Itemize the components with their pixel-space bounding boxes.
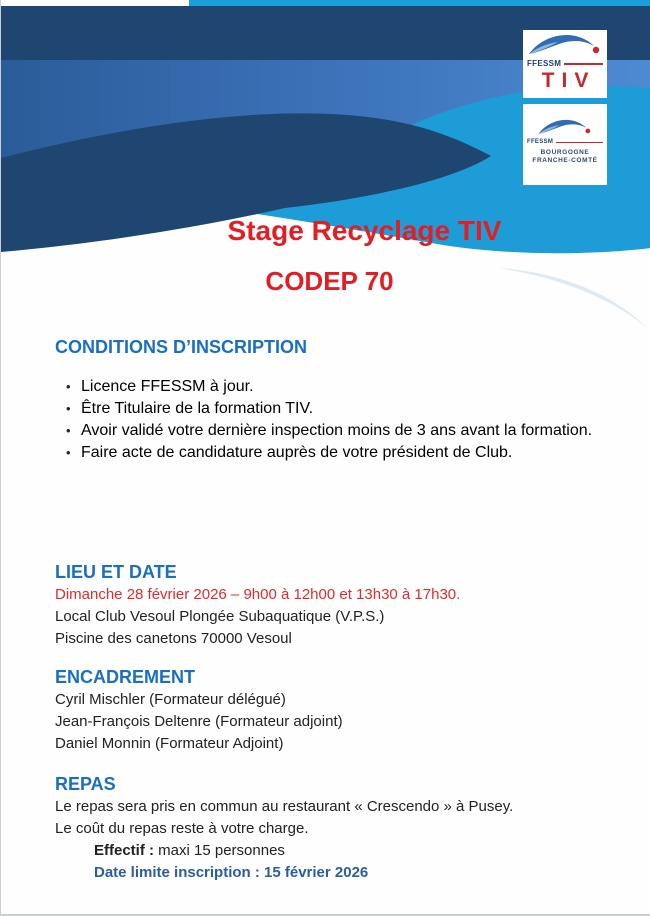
bullet-text: Avoir validé votre dernière inspection moins de 3 ans avant la formation. — [81, 422, 593, 439]
bullet-icon: • — [66, 379, 71, 394]
trainer-line: Jean-François Deltenre (Formateur adjoint) — [55, 713, 343, 730]
effectif-value: maxi 15 personnes — [154, 842, 285, 859]
region-line-2: FRANCHE-COMTÉ — [532, 157, 598, 164]
logo-red-dot — [585, 129, 590, 134]
section-lieu-et-date — [55, 562, 610, 650]
bullet-icon: • — [66, 445, 71, 460]
bullet-text: Faire acte de candidature auprès de votre président de Club. — [81, 444, 513, 461]
lieu-heading: LIEU ET DATE — [55, 562, 177, 582]
location-line: Local Club Vesoul Plongée Subaquatique (V.P.S.) — [55, 608, 385, 625]
trainer-line: Daniel Monnin (Formateur Adjoint) — [55, 735, 284, 752]
ffessm-wave-icon — [527, 33, 603, 59]
bullet-icon: • — [66, 401, 71, 416]
ffessm-org-label: FFESSM — [527, 59, 562, 68]
logo-red-dot — [593, 47, 599, 53]
bullet-icon: • — [66, 423, 71, 438]
trainer-line: Cyril Mischler (Formateur délégué) — [55, 691, 286, 708]
section-conditions — [55, 337, 610, 359]
repas-line: Le repas sera pris en commun au restaurant « Crescendo » à Pusey. — [55, 798, 514, 815]
location-line: Piscine des canetons 70000 Vesoul — [55, 630, 292, 647]
page-title: Stage Recyclage TIV — [227, 215, 502, 246]
section-encadrement — [55, 667, 610, 755]
conditions-heading: CONDITIONS D’INSCRIPTION — [55, 337, 308, 357]
encadrement-heading: ENCADREMENT — [55, 667, 196, 687]
repas-line: Le coût du repas reste à votre charge. — [55, 820, 309, 837]
list-item — [55, 442, 610, 464]
list-item — [55, 376, 610, 398]
conditions-bullet-list — [55, 376, 610, 464]
section-repas — [55, 774, 610, 884]
ffessm-tiv-logo — [523, 30, 607, 98]
logo-rule — [556, 142, 603, 143]
logo-rule — [564, 63, 603, 65]
list-item — [55, 398, 610, 420]
effectif-label: Effectif : — [94, 842, 154, 859]
bullet-text: Être Titulaire de la formation TIV. — [81, 400, 314, 417]
bullet-text: Licence FFESSM à jour. — [81, 378, 254, 395]
ffessm-org-label: FFESSM — [527, 139, 554, 145]
tiv-label: TIV — [541, 69, 596, 92]
deadline-line: Date limite inscription : 15 février 2026 — [94, 864, 369, 881]
ffessm-bfc-logo — [523, 104, 607, 185]
repas-heading: REPAS — [55, 774, 116, 794]
effectif-line — [94, 840, 610, 862]
region-line-1: BOURGOGNE — [540, 149, 590, 156]
ffessm-wave-icon — [537, 118, 593, 138]
top-strip — [189, 0, 650, 7]
page-subtitle: CODEP 70 — [265, 266, 394, 296]
date-line: Dimanche 28 février 2026 – 9h00 à 12h00 et 13h30 à 17h30. — [55, 586, 461, 603]
list-item — [55, 420, 610, 442]
